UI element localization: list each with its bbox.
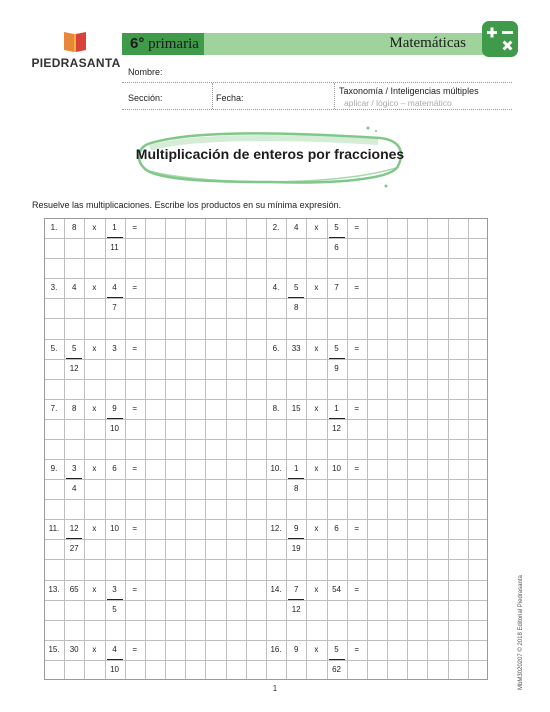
fraction-bar bbox=[66, 538, 82, 539]
second-factor: 5 bbox=[334, 644, 339, 654]
times-sign: x bbox=[314, 584, 319, 594]
second-factor: 4 bbox=[112, 644, 117, 654]
first-factor: 8 bbox=[71, 223, 77, 233]
times-sign: x bbox=[314, 464, 319, 474]
times-sign: x bbox=[314, 403, 319, 413]
equals-sign: = bbox=[354, 584, 360, 594]
times-sign: x bbox=[92, 524, 97, 534]
first-denominator: 8 bbox=[293, 303, 299, 313]
fraction-bar bbox=[107, 297, 123, 298]
first-factor: 12 bbox=[69, 524, 79, 534]
second-denominator: 10 bbox=[110, 423, 119, 433]
fraction-bar bbox=[329, 659, 345, 660]
grade-number: 6° bbox=[130, 35, 145, 52]
taxonomy-label: Taxonomía / Inteligencias múltiples bbox=[339, 86, 479, 96]
problem-number: 15. bbox=[48, 644, 60, 654]
math-operations-icon bbox=[482, 21, 518, 57]
fraction-bar bbox=[107, 659, 123, 660]
first-denominator: 19 bbox=[291, 544, 301, 554]
second-factor: 4 bbox=[112, 283, 117, 293]
equals-sign: = bbox=[132, 223, 138, 233]
first-denominator: 4 bbox=[71, 484, 77, 494]
equals-sign: = bbox=[354, 644, 360, 654]
fraction-bar bbox=[288, 538, 304, 539]
problem-number: 8. bbox=[272, 403, 280, 413]
equals-sign: = bbox=[132, 403, 138, 413]
fraction-bar bbox=[107, 237, 123, 238]
first-denominator: 12 bbox=[291, 604, 301, 614]
grade-suffix: primaria bbox=[148, 36, 199, 52]
equals-sign: = bbox=[354, 464, 360, 474]
first-factor: 7 bbox=[293, 584, 299, 594]
second-factor: 9 bbox=[112, 403, 117, 413]
first-denominator: 27 bbox=[69, 544, 79, 554]
second-denominator: 11 bbox=[110, 243, 119, 253]
times-sign: x bbox=[92, 464, 97, 474]
taxonomy-value: aplicar / lógico – matemático bbox=[344, 98, 452, 108]
second-factor: 54 bbox=[332, 584, 341, 594]
first-factor: 5 bbox=[71, 343, 77, 353]
first-factor: 65 bbox=[69, 584, 79, 594]
times-sign: x bbox=[314, 223, 319, 233]
times-sign: x bbox=[92, 584, 97, 594]
equals-sign: = bbox=[132, 343, 138, 353]
times-sign: x bbox=[92, 223, 97, 233]
book-logo-icon bbox=[62, 30, 88, 54]
logo-text: PIEDRASANTA bbox=[31, 56, 121, 70]
first-factor: 5 bbox=[293, 283, 299, 293]
problem-number: 11. bbox=[48, 524, 60, 534]
times-sign: x bbox=[92, 403, 97, 413]
instructions: Resuelve las multiplicaciones. Escribe los productos en su mínima expresión. bbox=[32, 200, 342, 210]
problem-number: 3. bbox=[50, 283, 58, 293]
problem-number: 14. bbox=[270, 584, 282, 594]
name-line[interactable] bbox=[122, 82, 512, 83]
second-factor: 6 bbox=[334, 524, 339, 534]
problem-number: 4. bbox=[272, 283, 280, 293]
divider bbox=[212, 83, 213, 109]
second-denominator: 9 bbox=[334, 363, 339, 373]
section-line bbox=[122, 109, 512, 110]
first-factor: 4 bbox=[293, 223, 299, 233]
fraction-bar bbox=[288, 599, 304, 600]
first-factor: 8 bbox=[71, 403, 77, 413]
answer-grid[interactable] bbox=[44, 218, 488, 680]
equals-sign: = bbox=[354, 283, 360, 293]
first-denominator: 8 bbox=[293, 484, 299, 494]
second-factor: 7 bbox=[334, 283, 339, 293]
equals-sign: = bbox=[354, 524, 360, 534]
second-factor: 10 bbox=[110, 524, 119, 534]
problem-number: 9. bbox=[50, 464, 58, 474]
second-denominator: 7 bbox=[112, 303, 117, 313]
second-denominator: 6 bbox=[334, 243, 339, 253]
second-factor: 1 bbox=[112, 223, 117, 233]
second-factor: 5 bbox=[334, 223, 339, 233]
problem-number: 5. bbox=[50, 343, 58, 353]
times-sign: x bbox=[92, 283, 97, 293]
first-factor: 3 bbox=[71, 464, 77, 474]
page-number: 1 bbox=[272, 684, 278, 693]
problem-number: 6. bbox=[272, 343, 280, 353]
equals-sign: = bbox=[132, 524, 138, 534]
section-label: Sección: bbox=[128, 93, 163, 103]
second-factor: 1 bbox=[334, 403, 339, 413]
second-factor: 10 bbox=[332, 464, 341, 474]
times-sign: x bbox=[314, 283, 319, 293]
problem-number: 2. bbox=[272, 223, 280, 233]
date-label: Fecha: bbox=[216, 93, 244, 103]
equals-sign: = bbox=[132, 464, 138, 474]
equals-sign: = bbox=[132, 283, 138, 293]
second-denominator: 5 bbox=[112, 604, 117, 614]
fraction-bar bbox=[66, 478, 82, 479]
problem-number: 12. bbox=[270, 524, 282, 534]
fraction-bar bbox=[329, 237, 345, 238]
equals-sign: = bbox=[132, 584, 138, 594]
first-denominator: 12 bbox=[69, 363, 79, 373]
second-factor: 3 bbox=[112, 343, 117, 353]
equals-sign: = bbox=[354, 223, 360, 233]
subject-title: Matemáticas bbox=[389, 35, 466, 51]
publisher-logo bbox=[30, 30, 122, 70]
problem-number: 10. bbox=[270, 464, 282, 474]
divider bbox=[334, 83, 335, 109]
name-label: Nombre: bbox=[128, 67, 163, 77]
times-sign: x bbox=[92, 644, 97, 654]
fraction-bar bbox=[107, 418, 123, 419]
fraction-bar bbox=[66, 358, 82, 359]
equals-sign: = bbox=[354, 343, 360, 353]
second-factor: 5 bbox=[334, 343, 339, 353]
fraction-bar bbox=[288, 478, 304, 479]
equals-sign: = bbox=[354, 403, 360, 413]
fraction-bar bbox=[288, 297, 304, 298]
copyright-credit: MbM3020207 © 2018 Editorial Piedrasanta bbox=[518, 575, 524, 690]
second-denominator: 62 bbox=[332, 664, 341, 674]
first-factor: 4 bbox=[71, 283, 77, 293]
first-factor: 30 bbox=[69, 644, 79, 654]
grade-label bbox=[130, 35, 199, 53]
first-factor: 9 bbox=[293, 644, 299, 654]
first-factor: 1 bbox=[293, 464, 299, 474]
second-denominator: 10 bbox=[110, 664, 119, 674]
fraction-bar bbox=[329, 418, 345, 419]
problem-number: 7. bbox=[50, 403, 58, 413]
first-factor: 33 bbox=[291, 343, 301, 353]
equals-sign: = bbox=[132, 644, 138, 654]
fraction-bar bbox=[107, 599, 123, 600]
times-sign: x bbox=[314, 644, 319, 654]
first-factor: 15 bbox=[291, 403, 301, 413]
worksheet-title: Multiplicación de enteros por fracciones bbox=[135, 146, 405, 162]
second-denominator: 12 bbox=[332, 423, 341, 433]
fraction-bar bbox=[329, 358, 345, 359]
problem-number: 13. bbox=[48, 584, 60, 594]
second-factor: 6 bbox=[112, 464, 117, 474]
problem-number: 1. bbox=[50, 223, 58, 233]
times-sign: x bbox=[92, 343, 97, 353]
first-factor: 9 bbox=[293, 524, 299, 534]
times-sign: x bbox=[314, 343, 319, 353]
problem-number: 16. bbox=[270, 644, 282, 654]
second-factor: 3 bbox=[112, 584, 117, 594]
times-sign: x bbox=[314, 524, 319, 534]
